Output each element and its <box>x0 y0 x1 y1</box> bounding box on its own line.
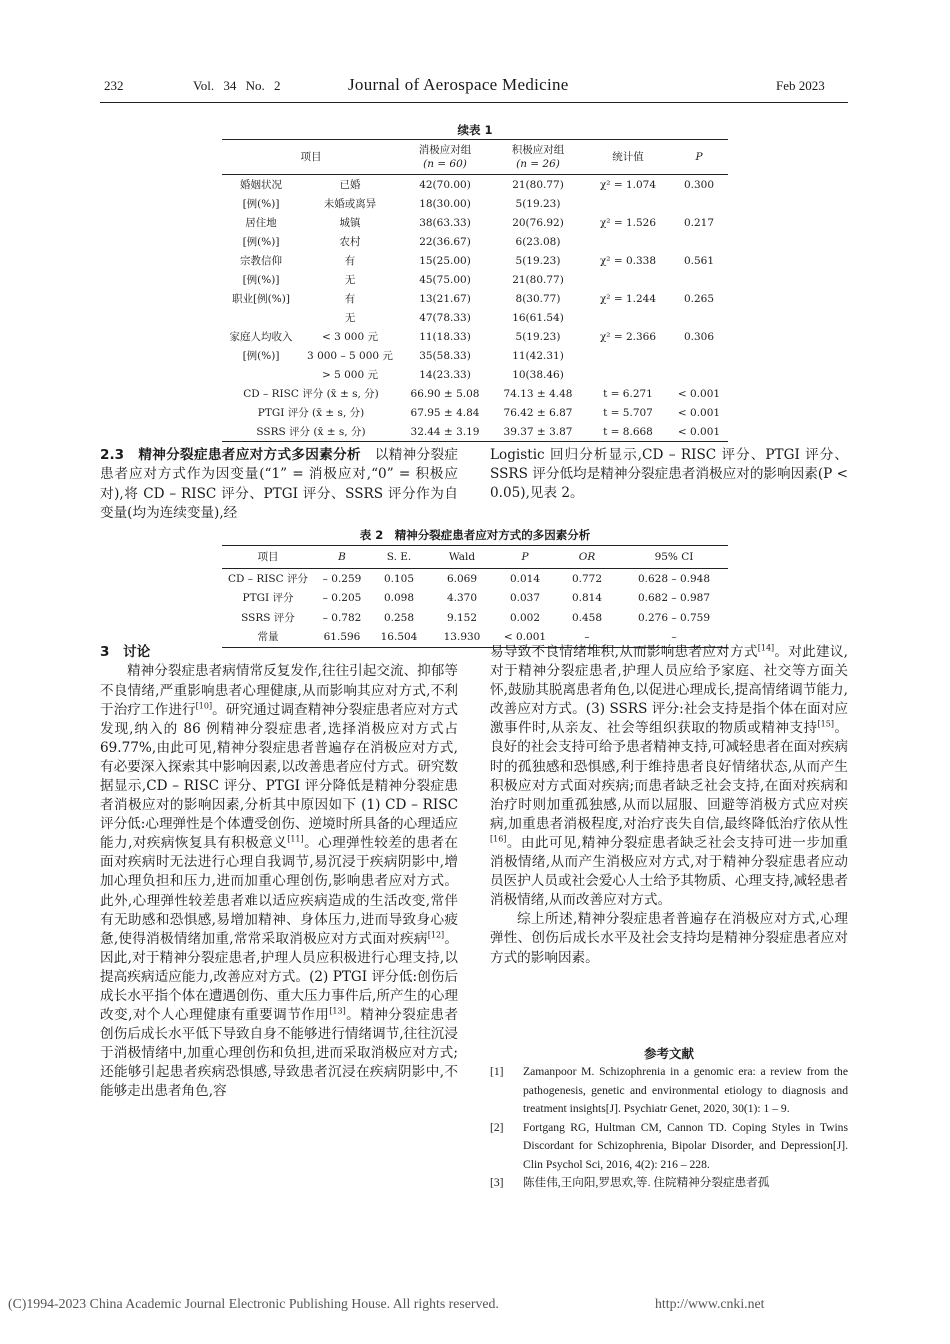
table1-header-item: 项目 <box>222 140 400 175</box>
table1-cell-positive: 6(23.08) <box>515 235 561 248</box>
table1-cell-negative: 15(25.00) <box>419 254 471 267</box>
table2-cell: 13.930 <box>428 628 496 648</box>
table2-header-cell: B <box>314 546 370 569</box>
table1-cell-negative: 13(21.67) <box>419 292 471 305</box>
table1-cell-negative: 67.95 ± 4.84 <box>410 406 480 419</box>
table1-cell-label: 职业[例(%)] <box>232 292 290 305</box>
reference-text: Zamanpoor M. Schizophrenia in a genomic era: a review from the pathogenesis, genetic and environmental etiology to diagnosis and treatment insights[J]. Psychiatr Genet, 2020, 30(1): 1 – 9. <box>523 1065 848 1115</box>
table2-row <box>222 569 728 589</box>
table1-cell-p <box>670 194 728 213</box>
table1-cell-label: 家庭人均收入 <box>229 330 293 343</box>
table1-cell-p: 0.265 <box>683 292 715 305</box>
table1-cell-positive: 10(38.46) <box>512 368 564 381</box>
table2-header-cell: S. E. <box>370 546 428 569</box>
table1-row <box>222 403 728 422</box>
table1-cell-p: 0.300 <box>670 175 728 195</box>
table1-cell-label: [例(%)] <box>242 349 280 362</box>
citation-13: [13] <box>329 1006 346 1016</box>
table1-cell-p: 0.306 <box>683 330 715 343</box>
discussion-right <box>490 643 848 968</box>
table1-cell-label: [例(%)] <box>242 197 280 210</box>
table2-header-cell: 95% CI <box>620 546 728 569</box>
table1 <box>222 139 728 442</box>
table2-cell: 6.069 <box>428 569 496 589</box>
table1-row <box>222 175 728 195</box>
table1-row <box>222 251 728 270</box>
copyright-notice: (C)1994-2023 China Academic Journal Electronic Publishing House. All rights reserved. <box>8 1296 499 1311</box>
table1-cell-positive: 76.42 ± 6.87 <box>503 406 573 419</box>
table1-cell-sublabel: 已婚 <box>300 175 400 195</box>
table2-cell: 常量 <box>222 628 314 648</box>
table2-cell: PTGI 评分 <box>242 592 294 605</box>
table1-header-p: P <box>670 140 728 175</box>
table1-cell-positive: 74.13 ± 4.48 <box>503 387 573 400</box>
table1-header-positive: 积极应对组 (n = 26) <box>490 140 586 175</box>
table1-cell-sublabel: 城镇 <box>339 216 361 229</box>
table2-cell: 0.037 <box>509 592 541 605</box>
table1-cell-negative: 22(36.67) <box>419 235 471 248</box>
table2-cell: – <box>620 628 728 648</box>
table1-cell-positive: 5(19.23) <box>515 197 561 210</box>
table1-cell-p <box>670 346 728 365</box>
table1-row <box>222 213 728 232</box>
table1-cell-label: [例(%)] <box>242 273 280 286</box>
table2-cell: 4.370 <box>446 592 478 605</box>
table2-cell: 9.152 <box>446 611 478 624</box>
table1-cell-item: CD – RISC 评分 (x̄ ± s, 分) <box>243 387 379 400</box>
table1-cell-p: < 0.001 <box>677 406 721 419</box>
table1-cell-negative: 11(18.33) <box>419 330 471 343</box>
table2-cell: 0.458 <box>571 611 603 624</box>
table1-cell-stat: χ² = 1.244 <box>599 292 657 305</box>
citation-15: [15] <box>817 719 834 729</box>
table1-row <box>222 232 728 251</box>
table1-cell-positive: 39.37 ± 3.87 <box>490 422 586 442</box>
table1-cell-p: 0.561 <box>683 254 715 267</box>
table1-row <box>222 327 728 346</box>
citation-10: [10] <box>195 701 213 711</box>
table1-cell-stat <box>586 270 670 289</box>
table1-row <box>222 384 728 403</box>
table1-cell-negative: 32.44 ± 3.19 <box>400 422 490 442</box>
citation-16: [16] <box>490 834 507 844</box>
table2-row <box>222 589 728 609</box>
reference-text: Fortgang RG, Hultman CM, Cannon TD. Coping Styles in Twins Discordant for Schizophrenia, Bipolar Disorder, and Depression[J]. Clin Psychol Sci, 2016, 4(2): 216 – 228. <box>523 1120 848 1171</box>
table2-header-cell: Wald <box>428 546 496 569</box>
table2-caption: 表 2 精神分裂症患者应对方式的多因素分析 <box>359 528 591 542</box>
reference-item <box>490 1063 848 1119</box>
table1-cell-item: SSRS 评分 (x̄ ± s, 分) <box>222 422 400 442</box>
table1-cell-stat: t = 5.707 <box>603 406 653 419</box>
table1-cell-p <box>670 308 728 327</box>
table2-cell: 0.628 – 0.948 <box>620 569 728 589</box>
table2-cell: – 0.205 <box>322 592 362 605</box>
table2-cell: – 0.782 <box>322 611 362 624</box>
table1-cell-sublabel: 未婚或离异 <box>323 197 377 210</box>
table2-header-cell: OR <box>554 546 620 569</box>
table1-cell-stat <box>586 346 670 365</box>
table1-cell-sublabel: 无 <box>344 311 356 324</box>
discussion-left <box>100 643 458 1102</box>
table2-cell: 0.105 <box>370 569 428 589</box>
references-section <box>490 1044 848 1193</box>
reference-number: [2] <box>490 1120 504 1134</box>
table2 <box>222 545 728 648</box>
reference-number: [3] <box>490 1176 504 1189</box>
table1-row <box>222 365 728 384</box>
table1-cell-positive: 5(19.23) <box>515 330 561 343</box>
header-rule <box>100 102 848 103</box>
table1-cell-stat: χ² = 1.074 <box>586 175 670 195</box>
volume-issue: Vol. 34 No. 2 <box>193 78 281 93</box>
table1-header-negative: 消极应对组 (n = 60) <box>400 140 490 175</box>
reference-item <box>490 1174 848 1193</box>
table1-cell-item: PTGI 评分 (x̄ ± s, 分) <box>257 406 365 419</box>
table2-cell: – <box>554 628 620 648</box>
table1-cell-sublabel: > 5 000 元 <box>321 368 379 381</box>
table1-cell-sublabel: 有 <box>344 292 356 305</box>
table2-cell: 0.772 <box>554 569 620 589</box>
table1-cell-p <box>670 365 728 384</box>
table2-cell: 16.504 <box>370 628 428 648</box>
reference-item <box>490 1119 848 1175</box>
table2-cell: – 0.259 <box>314 569 370 589</box>
table1-cell-sublabel: < 3 000 元 <box>321 330 379 343</box>
table2-cell: 0.682 – 0.987 <box>637 592 711 605</box>
table1-cell-p: 0.217 <box>683 216 715 229</box>
table1-header-stat: 统计值 <box>586 140 670 175</box>
table1-cell-label: 婚姻状况 <box>222 175 300 195</box>
references-heading: 参考文献 <box>643 1046 694 1061</box>
table1-cell-positive: 21(80.77) <box>490 175 586 195</box>
section-2-3-right <box>490 446 848 503</box>
section-2-3-heading: 2.3 精神分裂症患者应对方式多因素分析 <box>100 447 361 463</box>
table1-cell-stat: χ² = 1.526 <box>599 216 657 229</box>
table1-row <box>222 270 728 289</box>
discussion-paragraph-1-cont: 易导致不良情绪堆积,从而影响患者应对方式[14]。对此建议,对于精神分裂症患者,护理人员应给予家庭、社交等方面关怀,鼓励其脱离患者角色,以促进心理成长,提高情绪调节能力,改善应对方式。(3) SSRS 评分:社会支持是指个体在面对应激事件时,从亲友、社会等组织获取的物质或精神支持[15]。良好的社会支持可给予患者精神支持,可减轻患者在面对疾病时的孤独感和恐惧感,利于维持患者良好情绪状态,从而产生积极应对方式面对疾病;而患者缺乏社会支持,在面对疾病和治疗时则加重孤独感,从而以屈服、回避等消极方式应对疾病,加重患者消极程度,对治疗丧失自信,最终降低治疗依从性[16]。由此可见,精神分裂症患者缺乏社会支持可进一步加重消极情绪,从而产生消极应对方式,对于精神分裂症患者应动员医护人员或社会爱心人士给予其物质、心理支持,减轻患者消极情绪,从而改善应对方式。 <box>490 643 849 909</box>
table1-cell-positive: 16(61.54) <box>512 311 564 324</box>
table1-cell-sublabel: 3 000 – 5 000 元 <box>307 349 393 362</box>
table1-cell-stat: χ² = 2.366 <box>599 330 657 343</box>
table1-cell-label: [例(%)] <box>242 235 280 248</box>
table1-cell-p: < 0.001 <box>670 422 728 442</box>
table2-cell: 0.276 – 0.759 <box>637 611 711 624</box>
table1-row <box>222 289 728 308</box>
table2-cell: CD – RISC 评分 <box>222 569 314 589</box>
table1-cell-negative: 35(58.33) <box>419 349 471 362</box>
table1-cell-negative: 66.90 ± 5.08 <box>410 387 480 400</box>
table2-cell: 0.002 <box>509 611 541 624</box>
journal-title: Journal of Aerospace Medicine <box>348 75 569 94</box>
table1-cell-stat <box>586 232 670 251</box>
table2-cell: 0.098 <box>383 592 415 605</box>
table2-cell: < 0.001 <box>496 628 554 648</box>
table1-cell-label: 居住地 <box>245 216 277 229</box>
table1-cell-negative: 45(75.00) <box>419 273 471 286</box>
table1-cell-stat <box>586 194 670 213</box>
table1-cell-positive: 21(80.77) <box>512 273 564 286</box>
table2-cell: 0.814 <box>571 592 603 605</box>
table1-cell-negative: 47(78.33) <box>419 311 471 324</box>
table2-header-cell: P <box>496 546 554 569</box>
table1-cell-p <box>670 270 728 289</box>
conclusion-paragraph: 综上所述,精神分裂症患者普遍存在消极应对方式,心理弹性、创伤后成长水平及社会支持均是精神分裂症患者应对方式的影响因素。 <box>490 911 848 966</box>
table1-cell-sublabel: 有 <box>344 254 356 267</box>
table1-row <box>222 422 728 442</box>
table1-cell-stat <box>586 308 670 327</box>
table1-cell-label <box>222 365 300 384</box>
table1-cell-negative: 14(23.33) <box>419 368 471 381</box>
discussion-paragraph-1: 精神分裂症患者病情常反复发作,往往引起交流、抑郁等不良情绪,严重影响患者心理健康,从而影响其应对方式,不利于治疗工作进行[10]。研究通过调查精神分裂症患者应对方式发现,纳入的 86 例精神分裂症患者,选择消极应对方式占 69.77%,由此可见,精神分裂症患者普遍存在消极应对方式,有必要深入探索其中影响因素,以改善患者应付方式。研究数据显示,CD – RISC 评分、PTGI 评分降低是精神分裂症患者消极应对的影响因素,分析其中原因如下 (1) CD – RISC 评分低:心理弹性是个体遭受创伤、逆境时所具备的心理适应能力,对疾病恢复具有积极意义[11]。心理弹性较差的患者在面对疾病时无法进行心理自我调节,易沉浸于疾病阴影中,增加心理负担和压力,进而加重心理创伤,影响患者应对方式。此外,心理弹性较差患者难以适应疾病造成的生活改变,常伴有无助感和恐惧感,易增加精神、身体压力,进而导致身心疲惫,使得消极情绪加重,常常采取消极应对方式面对疾病[12]。因此,对于精神分裂症患者,护理人员应积极进行心理支持,以提高疾病适应能力,改善应对方式。(2) PTGI 评分低:创伤后成长水平指个体在遭遇创伤、重大压力事件后,所产生的心理改变,对个人心理健康有重要调节作用[13]。精神分裂症患者创伤后成长水平低下导致自身不能够进行情绪调节,往往沉浸于消极情绪中,加重心理创伤和负担,进而采取消极应对方式;还能够引起患者疾病恐惧感,导致患者沉浸在疾病阴影中,不能够走出患者角色,容 <box>100 663 459 1100</box>
table1-cell-p: < 0.001 <box>677 387 721 400</box>
reference-text: 陈佳伟,王向阳,罗思欢,等. 住院精神分裂症患者孤 <box>523 1176 770 1189</box>
table1-cell-label <box>222 308 300 327</box>
table1-row <box>222 194 728 213</box>
table1-cell-stat <box>586 365 670 384</box>
table1-cell-negative: 38(63.33) <box>419 216 471 229</box>
table2-cell: 0.258 <box>383 611 415 624</box>
table1-cell-stat: t = 6.271 <box>603 387 653 400</box>
table2-cell: 61.596 <box>314 628 370 648</box>
reference-number: [1] <box>490 1065 504 1078</box>
table1-caption: 续表 1 <box>457 123 493 137</box>
table2-cell: 0.014 <box>496 569 554 589</box>
table1-cell-positive: 5(19.23) <box>515 254 561 267</box>
issue-date: Feb 2023 <box>776 78 825 93</box>
citation-12: [12] <box>427 930 445 940</box>
table1-cell-stat: χ² = 0.338 <box>599 254 657 267</box>
section-2-3-text-right: Logistic 回归分析显示,CD – RISC 评分、PTGI 评分、SSRS 评分低均是精神分裂症患者消极应对的影响因素(P < 0.05),见表 2。 <box>490 447 848 502</box>
table1-cell-positive: 11(42.31) <box>512 349 564 362</box>
table2-cell: SSRS 评分 <box>241 611 295 624</box>
table1-cell-positive: 8(30.77) <box>515 292 561 305</box>
discussion-heading: 3 讨论 <box>100 644 151 660</box>
table2-header-cell: 项目 <box>222 546 314 569</box>
table1-cell-positive: 20(76.92) <box>512 216 564 229</box>
section-2-3-left <box>100 446 458 523</box>
table1-cell-sublabel: 农村 <box>339 235 361 248</box>
table1-cell-sublabel: 无 <box>344 273 356 286</box>
cnki-url: http://www.cnki.net <box>655 1296 765 1311</box>
citation-11: [11] <box>287 834 304 844</box>
table1-cell-stat: t = 8.668 <box>586 422 670 442</box>
section-2-3-text-left: 以精神分裂症患者应对方式作为因变量(“1” = 消极应对,“0” = 积极应对),将 CD – RISC 评分、PTGI 评分、SSRS 评分作为自变量(均为连续变量),经 <box>100 447 459 521</box>
table1-cell-negative: 42(70.00) <box>400 175 490 195</box>
citation-14: [14] <box>757 643 775 653</box>
page-number: 232 <box>104 78 124 93</box>
table1-cell-label: 宗教信仰 <box>240 254 282 267</box>
table2-row <box>222 608 728 628</box>
table1-row <box>222 308 728 327</box>
table1-cell-p <box>670 232 728 251</box>
table1-cell-negative: 18(30.00) <box>419 197 471 210</box>
table1-row <box>222 346 728 365</box>
